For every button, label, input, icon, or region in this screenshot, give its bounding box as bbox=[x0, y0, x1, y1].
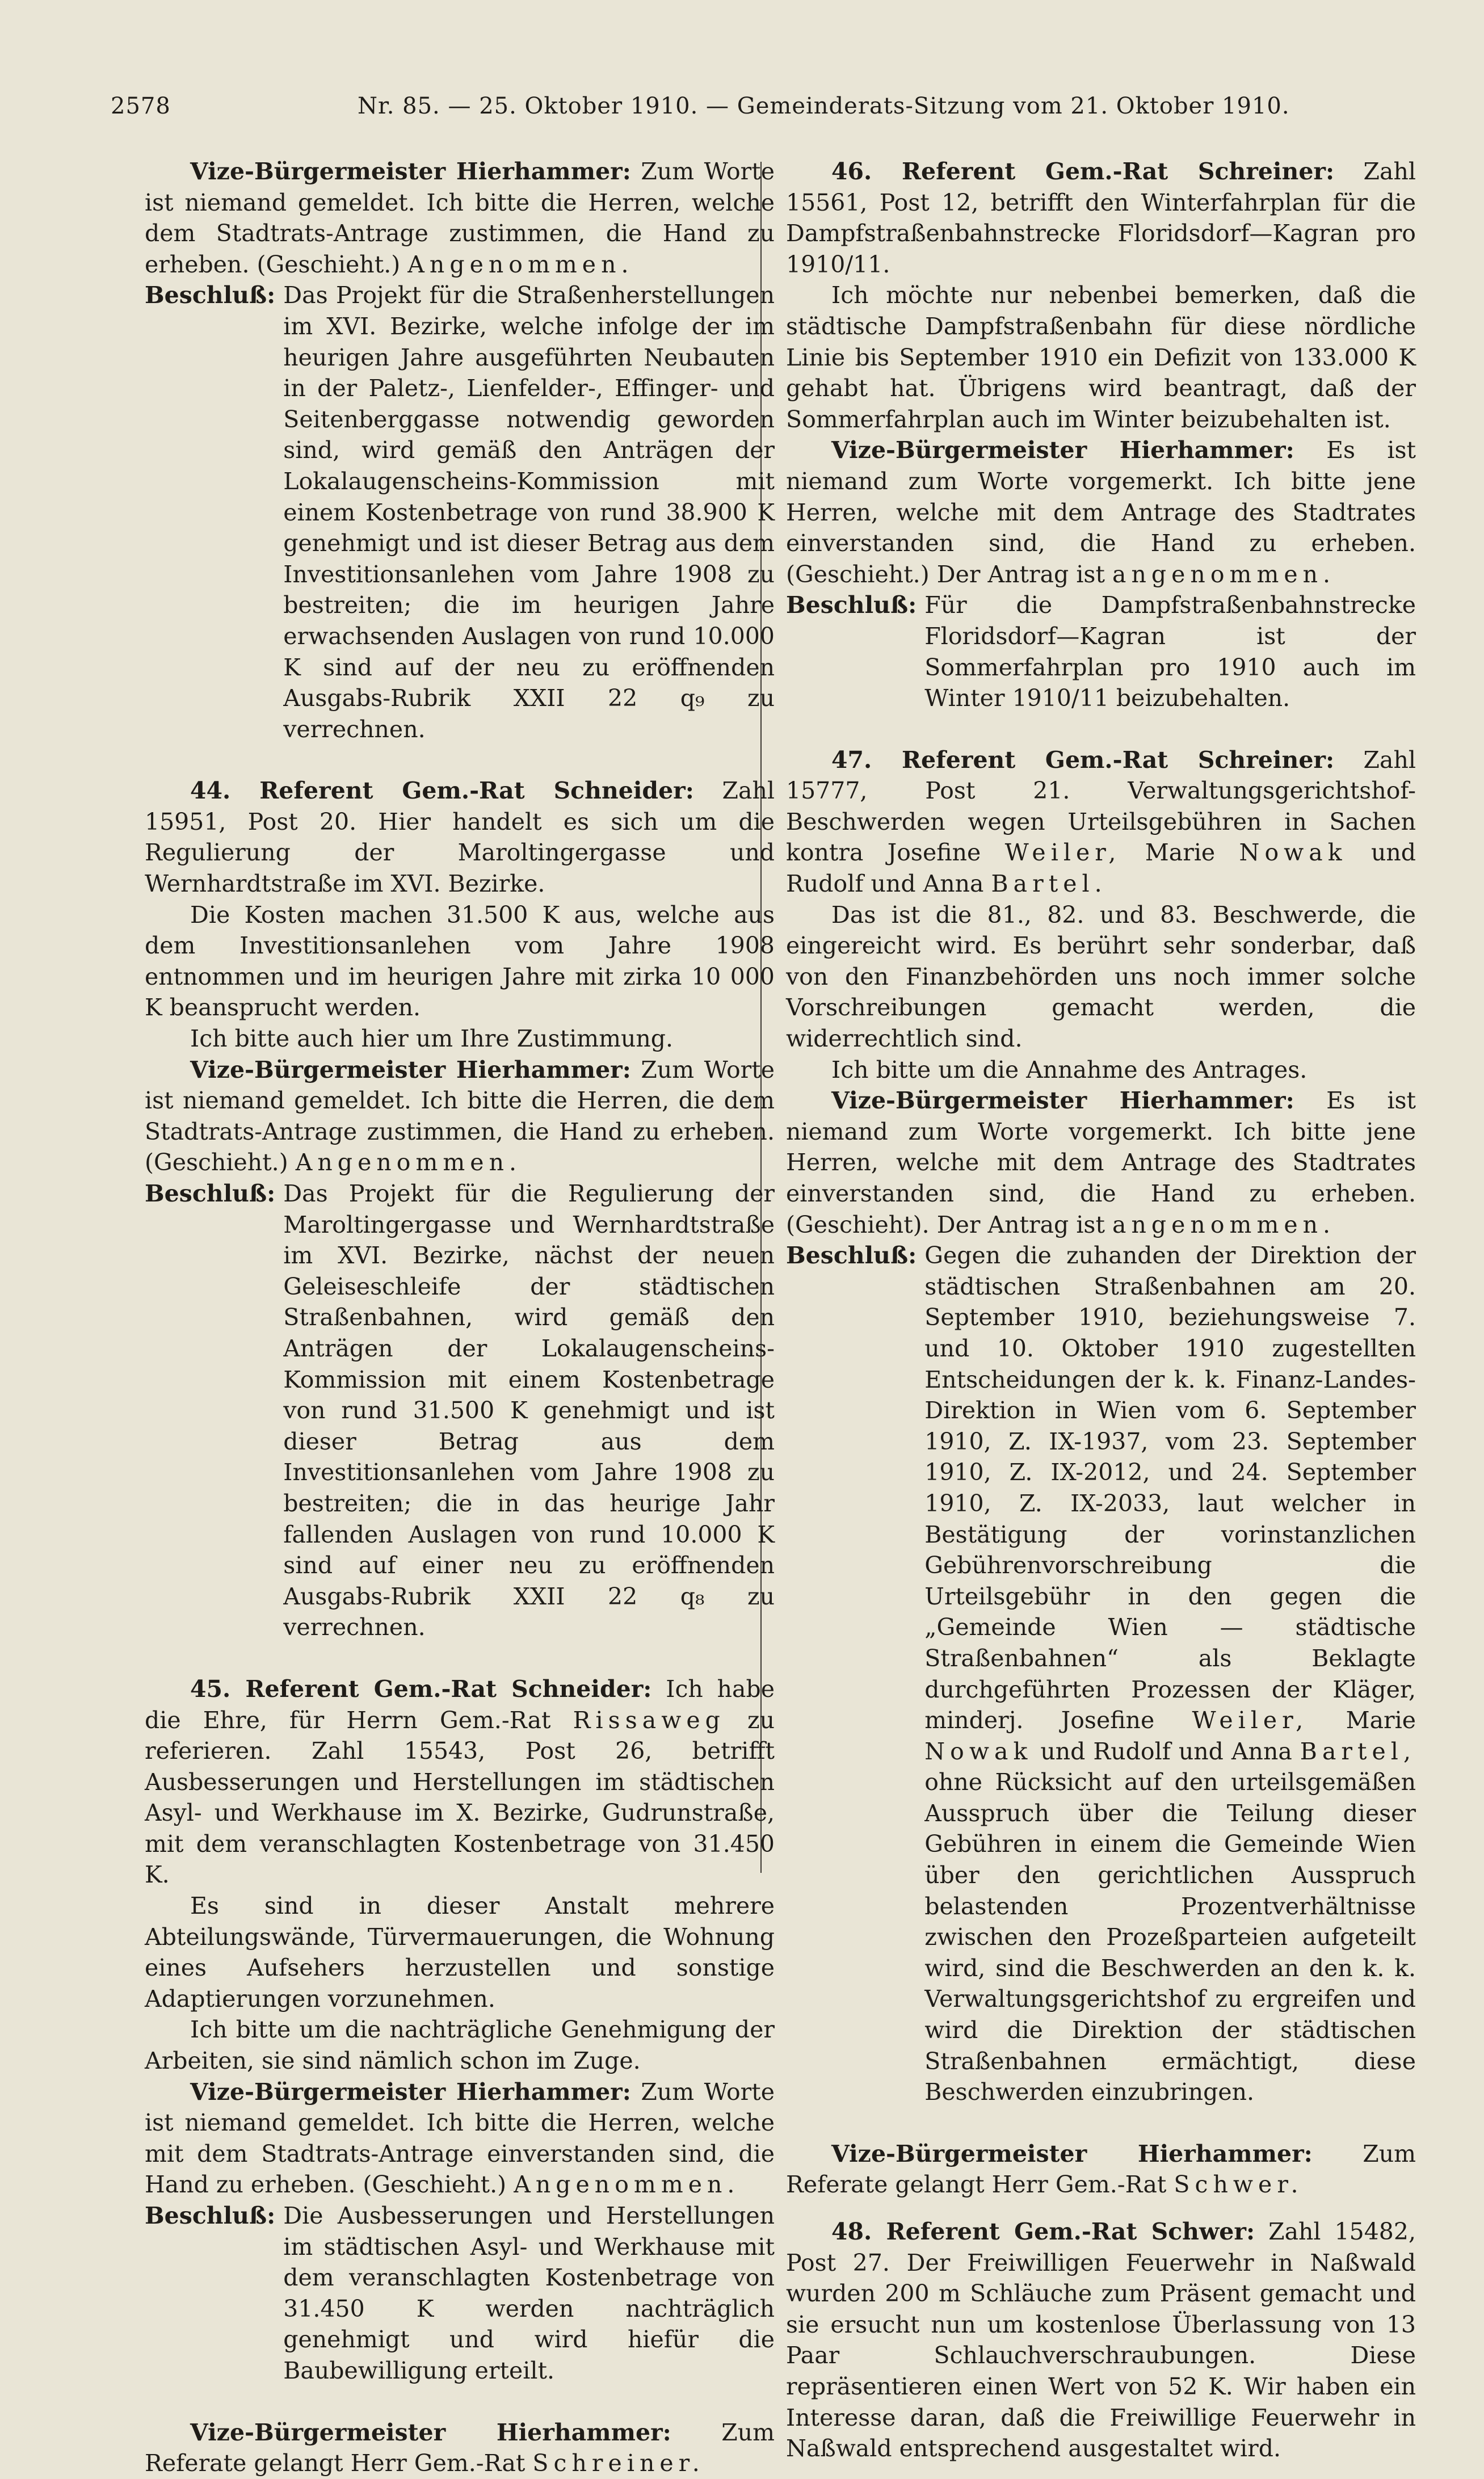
item-heading: 48. Referent Gem.-Rat Schwer: bbox=[831, 2218, 1255, 2245]
running-title: Nr. 85. — 25. Oktober 1910. — Gemeinderats-Sitzung vom 21. Oktober 1910. bbox=[358, 93, 1290, 119]
speech-text: Zum Worte ist niemand gemeldet. Ich bitte die Herren, welche mit dem Stadtrats-Antrage einverstanden sind, die Hand zu erheben. (Geschieht.) bbox=[145, 2078, 775, 2199]
resolution-label: Beschluß: bbox=[145, 2202, 276, 2229]
item-heading: 45. Referent Gem.-Rat Schneider: bbox=[190, 1675, 652, 1703]
speech-text: Zum Referate gelangt Herr Gem.-Rat bbox=[786, 2140, 1416, 2199]
resolution bbox=[145, 2200, 775, 2386]
speaker-name: Vize-Bürgermeister Hierhammer: bbox=[190, 158, 631, 185]
resolution-label: Beschluß: bbox=[786, 591, 917, 619]
body-paragraph: Das ist die 81., 82. und 83. Beschwerde, die eingereicht wird. Es berührt sehr sonderbar, daß von den Finanzbehörden uns noch immer solche Vorschreibungen gemacht werden, die widerrechtlich sind. bbox=[786, 901, 1416, 1053]
agenda-item-47 bbox=[786, 745, 1416, 900]
item-heading: 46. Referent Gem.-Rat Schreiner: bbox=[831, 158, 1335, 185]
agenda-item-44 bbox=[145, 775, 775, 899]
speaker-name: Vize-Bürgermeister Hierhammer: bbox=[831, 1087, 1294, 1115]
resolution bbox=[786, 1240, 1416, 2108]
right-column bbox=[786, 156, 1416, 2464]
vote-result: Angenommen. bbox=[295, 1149, 522, 1177]
speech-paragraph bbox=[145, 2417, 775, 2479]
left-column bbox=[145, 156, 775, 2479]
person-name: Bartel, bbox=[1300, 1737, 1416, 1765]
agenda-item-48 bbox=[786, 2216, 1416, 2464]
speech-text: Zum Worte ist niemand gemeldet. Ich bitte die Herren, die dem Stadtrats-Antrage zustimmen, die Hand zu erheben. (Geschieht.) bbox=[145, 1056, 775, 1177]
page-number: 2578 bbox=[111, 93, 171, 119]
resolution-label: Beschluß: bbox=[145, 281, 276, 309]
resolution-label: Beschluß: bbox=[786, 1242, 917, 1270]
speaker-name: Vize-Bürgermeister Hierhammer: bbox=[190, 2078, 631, 2106]
speech-paragraph bbox=[145, 156, 775, 280]
resolution-text-part: ohne Rücksicht auf den urteilsgemäßen Ausspruch über die Teilung dieser Gebühren in einem die Gemeinde Wien über den gerichtlichen Ausspruch belastenden Prozentverhältnisse zwischen den Prozeßparteien aufgeteilt wird, sind die Beschwerden an den k. k. Verwaltungsgerichtshof zu ergreifen und wird die Direktion der städtischen Straßenbahnen ermächtigt, diese Beschwerden einzubringen. bbox=[924, 1768, 1416, 2106]
resolution-text: Das Projekt für die Straßenherstellungen im XVI. Bezirke, welche infolge der im heurigen Jahre ausgeführten Neubauten in der Paletz-, Lienfelder-, Effinger- und Seitenberggasse notwendig geworden sind, wird gemäß den Anträgen der Lokalaugenscheins-Kommission mit einem Kostenbetrage von rund 38.900 K genehmigt und ist dieser Betrag aus dem Investitionsanlehen vom Jahre 1908 zu bestreiten; die im heurigen Jahre erwachsenden Auslagen von rund 10.000 K sind auf der neu zu eröffnenden Ausgabs-Rubrik XXII 22 q₉ zu verrechnen. bbox=[283, 281, 775, 743]
person-name: Nowak bbox=[1239, 839, 1347, 867]
speech-paragraph bbox=[786, 2138, 1416, 2200]
resolution bbox=[786, 590, 1416, 713]
agenda-item-45 bbox=[145, 1674, 775, 1890]
person-name: Nowak bbox=[924, 1737, 1033, 1765]
body-paragraph: Es sind in dieser Anstalt mehrere Abteilungswände, Türvermauerungen, die Wohnung eines Aufsehers herzustellen und sonstige Adaptierungen vorzunehmen. bbox=[145, 1892, 775, 2012]
person-name: Bartel. bbox=[991, 870, 1107, 898]
item-text: und Rudolf und Anna bbox=[786, 839, 1416, 898]
speech-paragraph bbox=[145, 1054, 775, 1178]
agenda-item-46 bbox=[786, 156, 1416, 280]
speaker-name: Vize-Bürgermeister Hierhammer: bbox=[190, 1056, 631, 1083]
vote-result: angenommen. bbox=[1112, 1211, 1336, 1238]
resolution-text-part: Gegen die zuhanden der Direktion der städtischen Straßenbahnen am 20. September 1910, beziehungsweise 7. und 10. Oktober 1910 zugestellten Entscheidungen der k. k. Finanz-Landes-Direktion in Wien vom 6. September 1910, Z. IX-1937, vom 23. September 1910, Z. IX-2012, und 24. September 1910, Z. IX-2033, laut welcher in Bestätigung der vorinstanzlichen Gebührenvorschreibung die Urteilsgebühr in den gegen die „Gemeinde Wien — städtische Straßenbahnen“ als Beklagte durchgeführten Prozessen der Kläger, minderj. Josefine bbox=[924, 1242, 1416, 1734]
speech-paragraph bbox=[145, 2077, 775, 2200]
person-name: Weiler, bbox=[1192, 1707, 1309, 1734]
person-name: Schreiner. bbox=[532, 2449, 705, 2477]
speech-text: Zum Worte ist niemand gemeldet. Ich bitte die Herren, welche dem Stadtrats-Antrage zustimmen, die Hand zu erheben. (Geschieht.) bbox=[145, 158, 775, 278]
body-paragraph: Ich möchte nur nebenbei bemerken, daß die städtische Dampfstraßenbahn für diese nördliche Linie bis September 1910 ein Defizit von 133.000 K gehabt hat. Übrigens wird beantragt, daß der Sommerfahrplan auch im Winter beizubehalten ist. bbox=[786, 281, 1416, 433]
person-name: Weiler, bbox=[1004, 839, 1121, 867]
speech-text: Es ist niemand zum Worte vorgemerkt. Ich bitte jene Herren, welche mit dem Antrage des Stadtrates einverstanden sind, die Hand zu erheben. (Geschieht). Der Antrag ist bbox=[786, 1087, 1416, 1238]
resolution-text: Die Ausbesserungen und Herstellungen im städtischen Asyl- und Werkhause mit dem veranschlagten Kostenbetrage von 31.450 K werden nachträglich genehmigt und wird hiefür die Baubewilligung erteilt. bbox=[283, 2202, 775, 2384]
item-text: Zahl 15777, Post 21. Verwaltungsgerichtshof-Beschwerden wegen Urteilsgebühren in Sachen kontra Josefine bbox=[786, 746, 1416, 867]
body-paragraph: Ich bitte um die Annahme des Antrages. bbox=[831, 1056, 1308, 1083]
item-text: Zahl 15482, Post 27. Der Freiwilligen Feuerwehr in Naßwald wurden 200 m Schläuche zum Präsent gemacht und sie ersucht nun um kostenlose Überlassung von 13 Paar Schlauchverschraubungen. Diese repräsentieren einen Wert von 52 K. Wir haben ein Interesse daran, daß die Freiwillige Feuerwehr in Naßwald entsprechend ausgestaltet wird. bbox=[786, 2218, 1416, 2463]
person-name: Rissaweg bbox=[573, 1706, 725, 1734]
item-text: Zahl 15951, Post 20. Hier handelt es sich um die Regulierung der Maroltingergasse und Wernhardtstraße im XVI. Bezirke. bbox=[145, 777, 775, 898]
item-text: Ich habe die Ehre, für Herrn Gem.-Rat bbox=[145, 1675, 775, 1734]
item-heading: 47. Referent Gem.-Rat Schreiner: bbox=[831, 746, 1335, 774]
resolution-text: Das Projekt für die Regulierung der Maroltingergasse und Wernhardtstraße im XVI. Bezirke, nächst der neuen Geleiseschleife der städtischen Straßenbahnen, wird gemäß den Anträgen der Lokalaugenscheins-Kommission mit einem Kostenbetrage von rund 31.500 K genehmigt und ist dieser Betrag aus dem Investitionsanlehen vom Jahre 1908 zu bestreiten; die in das heurige Jahr fallenden Auslagen von rund 10.000 K sind auf einer neu zu eröffnenden Ausgabs-Rubrik XXII 22 q₈ zu verrechnen. bbox=[283, 1180, 775, 1641]
resolution-text-part: Marie bbox=[1308, 1707, 1416, 1734]
vote-result: Angenommen. bbox=[514, 2171, 740, 2199]
resolution-text: Für die Dampfstraßenbahnstrecke Floridsdorf—Kagran ist der Sommerfahrplan pro 1910 auch im Winter 1910/11 beizubehalten. bbox=[924, 591, 1416, 712]
body-paragraph: Ich bitte auch hier um Ihre Zustimmung. bbox=[190, 1025, 674, 1053]
speaker-name: Vize-Bürgermeister Hierhammer: bbox=[190, 2418, 671, 2446]
resolution-text bbox=[924, 1240, 1416, 2108]
speech-paragraph bbox=[786, 1085, 1416, 1240]
resolution-label: Beschluß: bbox=[145, 1180, 276, 1207]
item-text: Marie bbox=[1121, 839, 1239, 867]
resolution-text-part: und Rudolf und Anna bbox=[1032, 1737, 1300, 1765]
vote-result: Angenommen. bbox=[407, 250, 634, 278]
speech-paragraph bbox=[786, 435, 1416, 590]
speaker-name: Vize-Bürgermeister Hierhammer: bbox=[831, 2140, 1313, 2167]
vote-result: angenommen. bbox=[1112, 560, 1336, 588]
item-text: zu referieren. Zahl 15543, Post 26, betrifft Ausbesserungen und Herstellungen im städtischen Asyl- und Werkhause im X. Bezirke, Gudrunstraße, mit dem veranschlagten Kostenbetrage von 31.450 K. bbox=[145, 1706, 775, 1889]
body-paragraph: Ich bitte um die nachträgliche Genehmigung der Arbeiten, sie sind nämlich schon im Zuge. bbox=[145, 2016, 775, 2075]
resolution bbox=[145, 1178, 775, 1643]
speaker-name: Vize-Bürgermeister Hierhammer: bbox=[831, 436, 1294, 464]
page-header bbox=[111, 79, 1290, 125]
resolution bbox=[145, 280, 775, 745]
body-paragraph: Die Kosten machen 31.500 K aus, welche aus dem Investitionsanlehen vom Jahre 1908 entnommen und im heurigen Jahre mit zirka 10 000 K beansprucht werden. bbox=[145, 901, 775, 1022]
item-text: Zahl 15561, Post 12, betrifft den Winterfahrplan für die Dampfstraßenbahnstrecke Floridsdorf—Kagran pro 1910/11. bbox=[786, 158, 1416, 278]
speech-text: Es ist niemand zum Worte vorgemerkt. Ich bitte jene Herren, welche mit dem Antrage des Stadtrates einverstanden sind, die Hand zu erheben. (Geschieht.) Der Antrag ist bbox=[786, 436, 1416, 588]
person-name: Schwer. bbox=[1174, 2171, 1304, 2199]
item-heading: 44. Referent Gem.-Rat Schneider: bbox=[190, 777, 694, 805]
speech-text: Zum Referate gelangt Herr Gem.-Rat bbox=[145, 2418, 775, 2477]
